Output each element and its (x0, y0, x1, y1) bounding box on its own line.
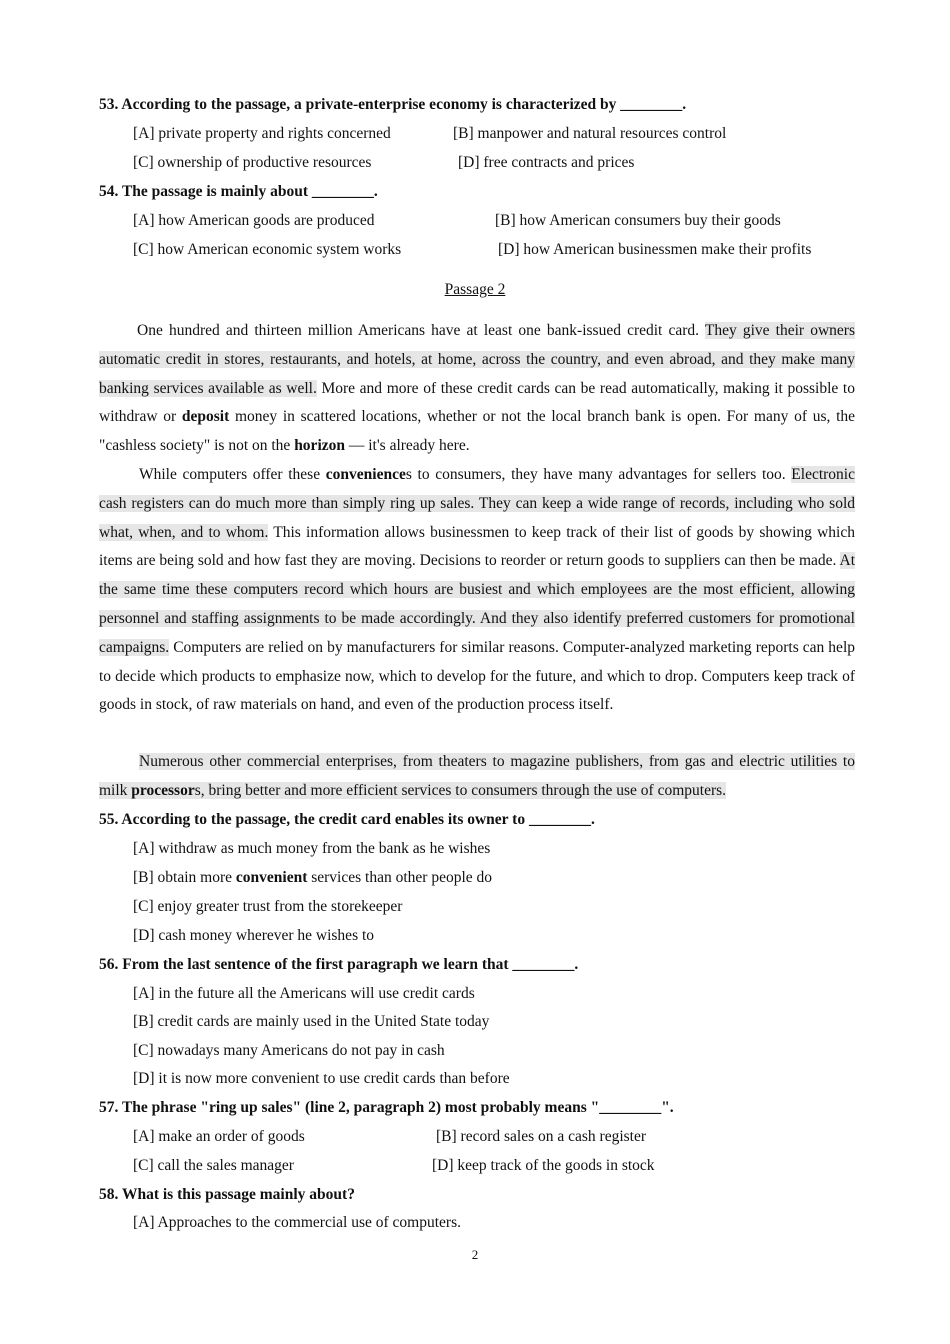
q58-option-a[interactable]: [A] Approaches to the commercial use of computers. (133, 1214, 461, 1231)
q57-option-b[interactable]: [B] record sales on a cash register (436, 1128, 647, 1145)
question-57: 57. The phrase "ring up sales" (line 2, paragraph 2) most probably means "________". (99, 1099, 674, 1116)
q57-option-a[interactable]: [A] make an order of goods (133, 1128, 305, 1145)
q54-option-b[interactable]: [B] how American consumers buy their goods (495, 212, 781, 229)
q55-option-b[interactable]: [B] obtain more convenient services than other people do (133, 869, 493, 886)
highlight: They give their owners automatic credit in stores, restaurants, and hotels, at home, across the country, and even abroad, and they make many banking services available as well. (99, 322, 855, 397)
question-56: 56. From the last sentence of the first paragraph we learn that ________. (99, 956, 579, 973)
passage-paragraph-3 (99, 748, 855, 806)
passage-paragraph-1: One hundred and thirteen million Americans have at least one bank-issued credit card. They give their owners automatic credit in stores, restaurants, and hotels, at home, across the country, and even abroad, and they make many banking services available as well. More and more of these credit cards can be read automatically, making it possible to withdraw or deposit money in scattered locations, whether or not the local branch bank is open. For many of us, the "cashless society" is not on the horizon — it's already here. (99, 322, 855, 455)
q57-option-c[interactable]: [C] call the sales manager (133, 1157, 294, 1174)
q54-option-c[interactable]: [C] how American economic system works (133, 241, 402, 258)
q54-option-d[interactable]: [D] how American businessmen make their profits (498, 241, 812, 258)
q56-option-a[interactable]: [A] in the future all the Americans will use credit cards (133, 985, 475, 1002)
highlight: At the same time these computers record which hours are busiest and which employees are the most efficient, allowing personnel and staffing assignments to be made accordingly. And they also identify preferred customers for promotional campaigns. (99, 552, 855, 656)
question-55: 55. According to the passage, the credit card enables its owner to ________. (99, 811, 595, 828)
q53-option-d[interactable]: [D] free contracts and prices (458, 154, 635, 171)
passage-title: Passage 2 (444, 281, 506, 298)
q56-option-c[interactable]: [C] nowadays many Americans do not pay in cash (133, 1042, 445, 1059)
q55-option-d[interactable]: [D] cash money wherever he wishes to (133, 927, 375, 944)
q55-option-c[interactable]: [C] enjoy greater trust from the storekeeper (133, 898, 403, 915)
q55-option-a[interactable]: [A] withdraw as much money from the bank as he wishes (133, 840, 491, 857)
q53-option-c[interactable]: [C] ownership of productive resources (133, 154, 372, 171)
q54-option-a[interactable]: [A] how American goods are produced (133, 212, 375, 229)
highlight: Electronic cash registers can do much more than simply ring up sales. They can keep a wide range of records, including who sold what, when, and to whom. (99, 466, 855, 541)
question-58: 58. What is this passage mainly about? (99, 1186, 355, 1203)
page-number: 2 (471, 1247, 479, 1262)
highlight: Numerous other commercial enterprises, from theaters to magazine publishers, from gas and electric utilities to milk processors, bring better and more efficient services to consumers through the use of computers. (99, 753, 855, 799)
q53-option-a[interactable]: [A] private property and rights concerned (133, 125, 391, 142)
q56-option-d[interactable]: [D] it is now more convenient to use credit cards than before (133, 1070, 510, 1087)
question-53: 53. According to the passage, a private-enterprise economy is characterized by ________. (99, 96, 687, 113)
q56-option-b[interactable]: [B] credit cards are mainly used in the United State today (133, 1013, 490, 1030)
passage-paragraph-2: While computers offer these conveniences to consumers, they have many advantages for sellers too. Electronic cash registers can do much more than simply ring up sales. They can keep a wide range of records, including who sold what, when, and to whom. This information allows businessmen to keep track of their list of goods by showing which items are being sold and how fast they are moving. Decisions to reorder or return goods to suppliers can then be made. At the same time these computers record which hours are busiest and which employees are the most efficient, allowing personnel and staffing assignments to be made accordingly. And they also identify preferred customers for promotional campaigns. Computers are relied on by manufacturers for similar reasons. Computer-analyzed marketing reports can help to decide which products to emphasize now, which to develop for the future, and which to drop. Computers keep track of goods in stock, of raw materials on hand, and even of the production process itself. (99, 466, 855, 714)
q57-option-d[interactable]: [D] keep track of the goods in stock (432, 1157, 655, 1174)
question-54: 54. The passage is mainly about ________. (99, 183, 378, 200)
q53-option-b[interactable]: [B] manpower and natural resources control (453, 125, 727, 142)
